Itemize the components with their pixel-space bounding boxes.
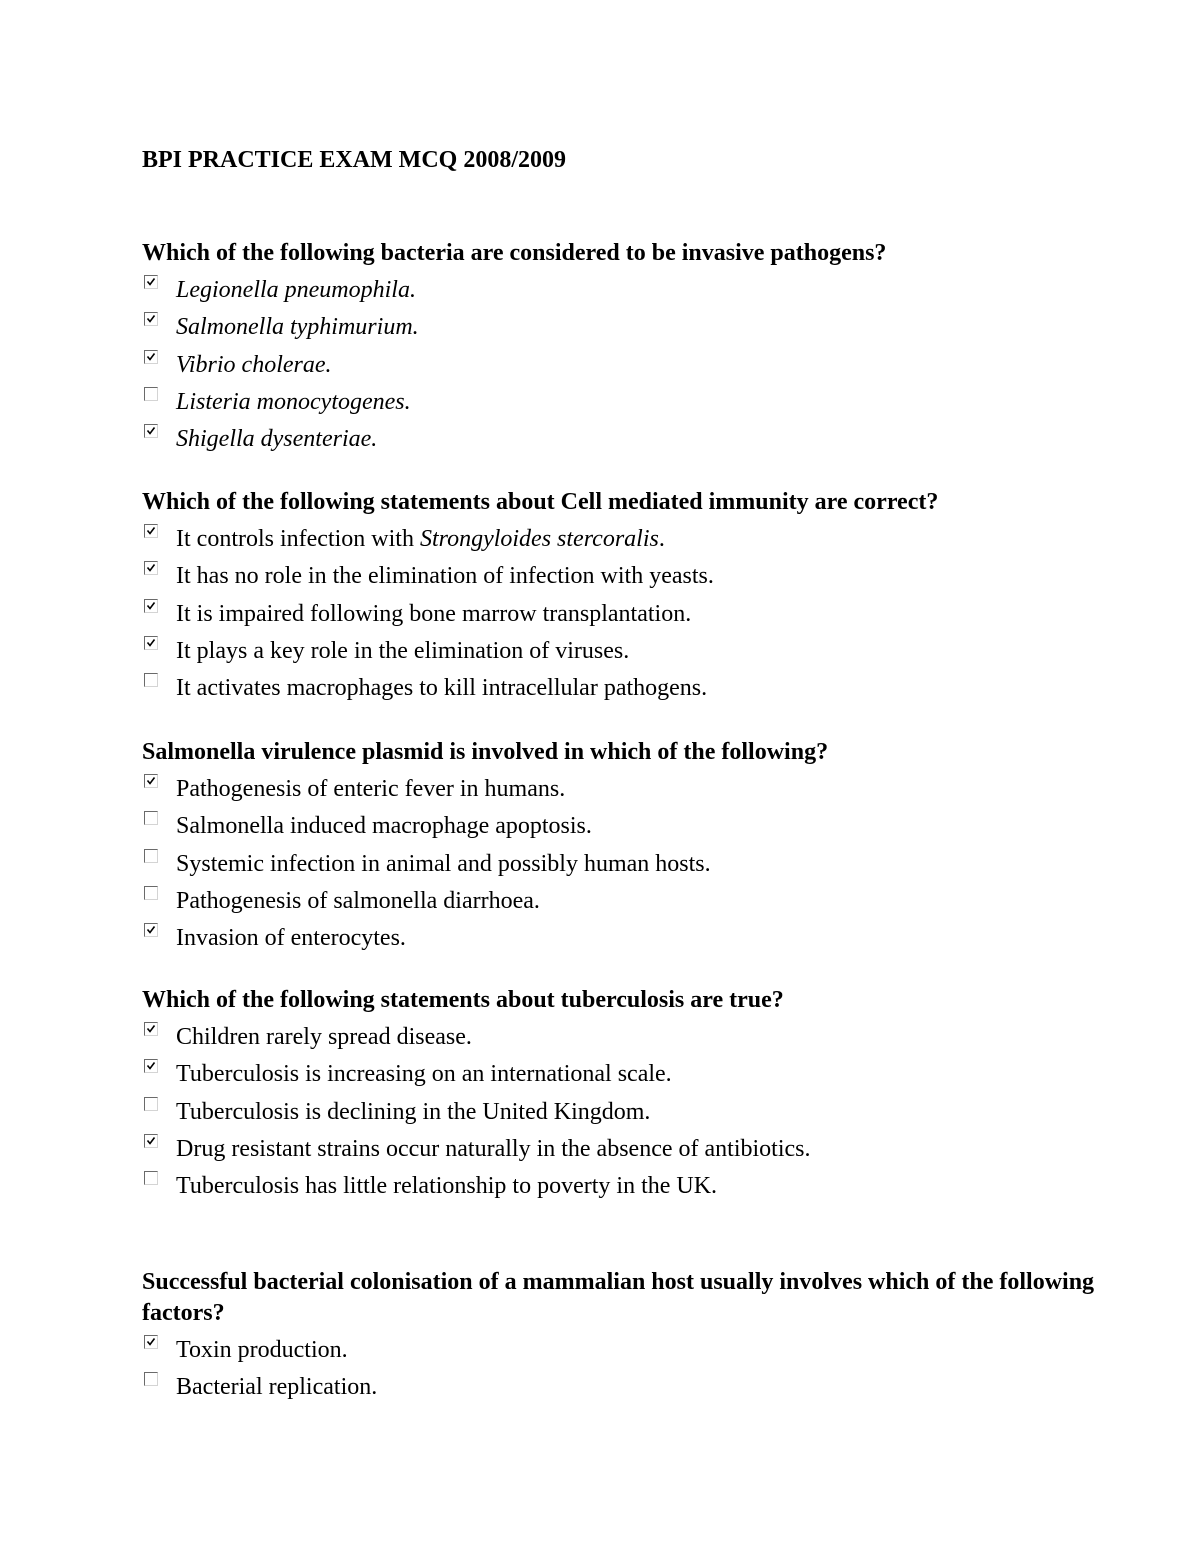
option-3 <box>142 599 1102 636</box>
checkbox-unchecked[interactable] <box>144 849 158 863</box>
checkmark-icon <box>146 925 156 935</box>
option-text: It activates macrophages to kill intracellular pathogens. <box>176 675 708 702</box>
option-text: Tuberculosis is increasing on an international scale. <box>176 1061 672 1088</box>
option-text: Bacterial replication. <box>176 1374 378 1401</box>
checkbox-unchecked[interactable] <box>144 811 158 825</box>
checkbox-unchecked[interactable] <box>144 1171 158 1185</box>
option-2 <box>142 312 1102 349</box>
checkmark-icon <box>146 638 156 648</box>
question-3 <box>142 737 1102 960</box>
option-text: Salmonella induced macrophage apoptosis. <box>176 813 592 840</box>
question-text: Which of the following bacteria are considered to be invasive pathogens? <box>142 240 887 266</box>
question-1 <box>142 238 1102 461</box>
option-text: Tuberculosis is declining in the United Kingdom. <box>176 1098 651 1125</box>
question-4 <box>142 985 1102 1208</box>
question-text: Which of the following statements about tuberculosis are true? <box>142 987 784 1013</box>
checkmark-icon <box>146 277 156 287</box>
option-text: Children rarely spread disease. <box>176 1024 472 1050</box>
option-5 <box>142 673 1102 710</box>
option-3 <box>142 1097 1102 1134</box>
option-text: It controls infection with Strongyloides stercoralis. <box>176 526 665 552</box>
checkbox-checked[interactable] <box>144 1059 158 1073</box>
question-5 <box>142 1267 1102 1410</box>
option-text: Toxin production. <box>176 1337 348 1363</box>
option-text: Drug resistant strains occur naturally in the absence of antibiotics. <box>176 1135 811 1162</box>
option-4 <box>142 387 1102 424</box>
question-2 <box>142 487 1102 710</box>
checkmark-icon <box>146 563 156 573</box>
checkmark-icon <box>146 352 156 362</box>
checkmark-icon <box>146 601 156 611</box>
question-text: Which of the following statements about Cell mediated immunity are correct? <box>142 489 939 515</box>
checkbox-checked[interactable] <box>144 599 158 613</box>
checkbox-unchecked[interactable] <box>144 387 158 401</box>
option-text: It has no role in the elimination of infection with yeasts. <box>176 563 714 590</box>
option-2 <box>142 811 1102 848</box>
checkbox-checked[interactable] <box>144 350 158 364</box>
checkmark-icon <box>146 1024 156 1034</box>
document-title: BPI PRACTICE EXAM MCQ 2008/2009 <box>142 147 566 173</box>
option-4 <box>142 636 1102 673</box>
option-text: Pathogenesis of salmonella diarrhoea. <box>176 887 540 914</box>
option-list <box>142 524 1102 710</box>
checkmark-icon <box>146 1337 156 1347</box>
option-2 <box>142 561 1102 598</box>
question-text: Successful bacterial colonisation of a mammalian host usually involves which of the following factors? <box>142 1269 1095 1326</box>
option-text: It is impaired following bone marrow transplantation. <box>176 600 692 627</box>
option-list <box>142 774 1102 960</box>
option-5 <box>142 1171 1102 1208</box>
option-1 <box>142 1022 1102 1059</box>
checkbox-checked[interactable] <box>144 561 158 575</box>
option-5 <box>142 923 1102 960</box>
option-list <box>142 1335 1102 1410</box>
checkbox-checked[interactable] <box>144 424 158 438</box>
option-text: Listeria monocytogenes. <box>176 388 411 415</box>
checkbox-checked[interactable] <box>144 1335 158 1349</box>
checkmark-icon <box>146 526 156 536</box>
checkbox-checked[interactable] <box>144 636 158 650</box>
checkmark-icon <box>146 1061 156 1071</box>
option-list <box>142 1022 1102 1208</box>
option-4 <box>142 886 1102 923</box>
checkbox-checked[interactable] <box>144 1022 158 1036</box>
checkmark-icon <box>146 1136 156 1146</box>
checkbox-checked[interactable] <box>144 524 158 538</box>
option-1 <box>142 1335 1102 1372</box>
checkbox-checked[interactable] <box>144 275 158 289</box>
checkmark-icon <box>146 426 156 436</box>
option-text: Systemic infection in animal and possibly human hosts. <box>176 850 711 877</box>
option-4 <box>142 1134 1102 1171</box>
checkbox-unchecked[interactable] <box>144 886 158 900</box>
option-text: Tuberculosis has little relationship to poverty in the UK. <box>176 1173 718 1200</box>
option-text: Invasion of enterocytes. <box>176 925 406 952</box>
option-text: Legionella pneumophila. <box>176 277 416 303</box>
option-list <box>142 275 1102 461</box>
option-1 <box>142 774 1102 811</box>
option-2 <box>142 1059 1102 1096</box>
checkbox-checked[interactable] <box>144 774 158 788</box>
option-text: Vibrio cholerae. <box>176 351 332 378</box>
option-3 <box>142 849 1102 886</box>
option-text: Shigella dysenteriae. <box>176 426 378 453</box>
question-text: Salmonella virulence plasmid is involved in which of the following? <box>142 739 829 765</box>
checkmark-icon <box>146 776 156 786</box>
checkbox-unchecked[interactable] <box>144 1372 158 1386</box>
checkbox-checked[interactable] <box>144 312 158 326</box>
checkbox-unchecked[interactable] <box>144 673 158 687</box>
checkbox-checked[interactable] <box>144 923 158 937</box>
option-3 <box>142 350 1102 387</box>
option-text: Pathogenesis of enteric fever in humans. <box>176 776 566 802</box>
checkbox-unchecked[interactable] <box>144 1097 158 1111</box>
option-1 <box>142 524 1102 561</box>
option-5 <box>142 424 1102 461</box>
checkbox-checked[interactable] <box>144 1134 158 1148</box>
option-2 <box>142 1372 1102 1409</box>
option-1 <box>142 275 1102 312</box>
option-text: It plays a key role in the elimination of viruses. <box>176 637 630 664</box>
checkmark-icon <box>146 314 156 324</box>
option-text: Salmonella typhimurium. <box>176 314 419 341</box>
